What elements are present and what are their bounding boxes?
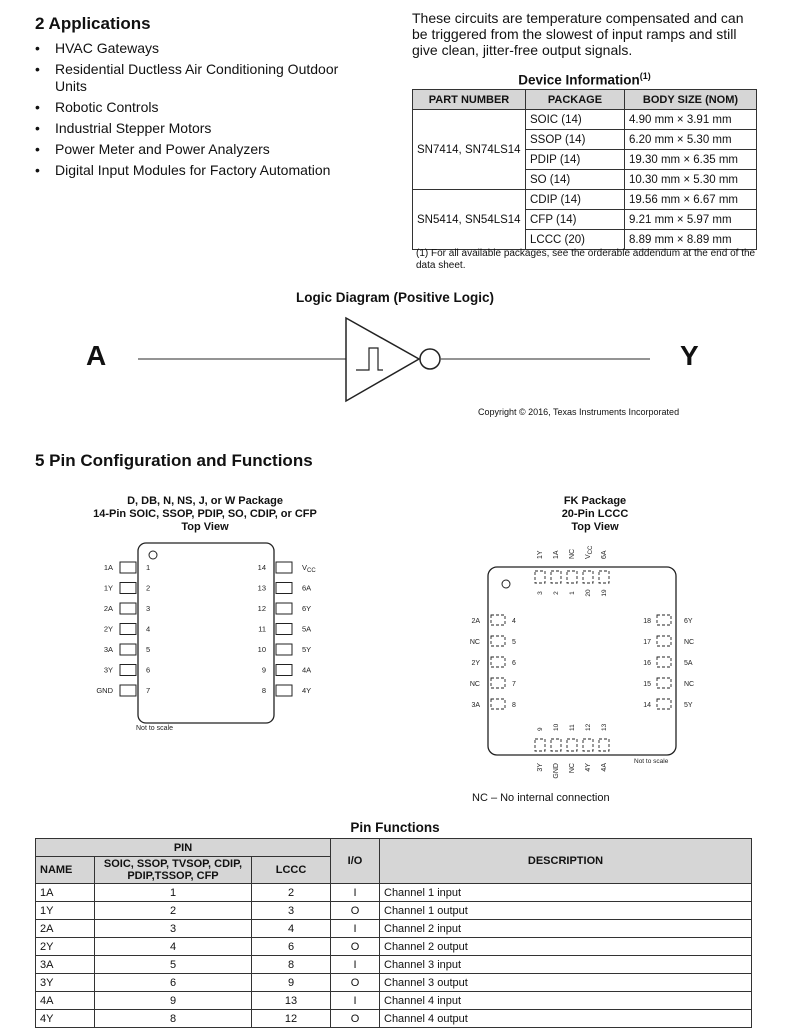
- pkg2-pin-number: 8: [512, 702, 516, 709]
- pin-lccc-cell: 12: [252, 1010, 331, 1028]
- body-size-cell: 19.30 mm × 6.35 mm: [625, 150, 757, 170]
- pin-name-cell: 4A: [36, 992, 95, 1010]
- pkg2-pin-number: 4: [512, 618, 516, 625]
- body-size-cell: 8.89 mm × 8.89 mm: [625, 230, 757, 250]
- package-cell: PDIP (14): [526, 150, 625, 170]
- pkg2-pin-number: 16: [643, 660, 651, 667]
- pin-lccc-cell: 3: [252, 902, 331, 920]
- pkg2-pin-name: 6A: [601, 550, 608, 559]
- pkg1-pin-number: 3: [146, 604, 151, 613]
- pin-group-header: PIN: [36, 839, 331, 857]
- pin-name-cell: 3A: [36, 956, 95, 974]
- pin-lccc-cell: 8: [252, 956, 331, 974]
- pkg2-pin-name: 2Y: [471, 660, 480, 667]
- pkg2-pin-number: 3: [537, 591, 544, 595]
- pin-soic-cell: 3: [95, 920, 252, 938]
- logic-copyright: Copyright © 2016, Texas Instruments Incorporated: [478, 407, 680, 417]
- pin-soic-cell: 9: [95, 992, 252, 1010]
- logic-diagram-title: Logic Diagram (Positive Logic): [295, 290, 495, 305]
- pkg2-pin-name: 4A: [601, 763, 608, 772]
- pkg1-pin-number: 6: [146, 665, 151, 675]
- pkg2-pin-number: 20: [585, 589, 592, 597]
- pkg2-pin-number: 14: [643, 702, 651, 709]
- pkg1-pin-number: 4: [146, 624, 151, 634]
- application-item: • Industrial Stepper Motors: [35, 120, 365, 137]
- pin-io-cell: I: [331, 920, 380, 938]
- pkg1-pin-name: 6Y: [302, 604, 312, 613]
- pkg1-pin: [276, 685, 292, 696]
- pkg1-pin-name: 4Y: [302, 686, 312, 695]
- device-info-row: [413, 110, 757, 130]
- pin-io-cell: O: [331, 974, 380, 992]
- pkg1-pin: [120, 685, 136, 696]
- pin-name-header: NAME: [36, 857, 95, 884]
- pin-function-row: [36, 992, 752, 1010]
- device-info-title-sup: (1): [639, 71, 651, 81]
- application-item: • Robotic Controls: [35, 99, 365, 116]
- pin-name-cell: 2A: [36, 920, 95, 938]
- pkg2-pinout-diagram: [440, 535, 730, 785]
- pkg2-pin-number: 17: [643, 639, 651, 646]
- device-info-title-text: Device Information: [518, 72, 640, 88]
- pin-function-row: [36, 956, 752, 974]
- body-size-cell: 19.56 mm × 6.67 mm: [625, 190, 757, 210]
- package-cell: CDIP (14): [526, 190, 625, 210]
- pin-description-cell: Channel 3 input: [380, 956, 752, 974]
- pkg2-pin-number: 15: [643, 681, 651, 688]
- pkg2-pin-name: VCC: [585, 545, 594, 559]
- pkg1-caption-line: Top View: [181, 521, 229, 533]
- schmitt-inverter-symbol: [0, 310, 790, 410]
- pkg1-pin: [276, 603, 292, 614]
- pkg1-pin: [120, 624, 136, 635]
- pin-function-row: [36, 938, 752, 956]
- pkg1-pin-name: 1A: [103, 563, 113, 572]
- applications-heading: 2 Applications: [35, 14, 151, 33]
- pkg2-pin-number: 1: [569, 591, 576, 595]
- pkg2-pin-name: 2A: [471, 618, 480, 625]
- pkg1-pin-number: 14: [257, 563, 266, 572]
- device-info-header: PACKAGE: [526, 90, 625, 110]
- device-info-footnote: (1) For all available packages, see the orderable addendum at the end of the data sheet.: [416, 248, 756, 271]
- pkg1-caption-line: 14-Pin SOIC, SSOP, PDIP, SO, CDIP, or CFP: [93, 508, 317, 520]
- pkg2-pin-name: 5A: [684, 660, 693, 667]
- pin-name-cell: 4Y: [36, 1010, 95, 1028]
- pkg1-pin-name: 6A: [302, 583, 312, 593]
- device-info-title: [412, 71, 757, 88]
- pkg2-not-to-scale-note: Not to scale: [634, 758, 669, 765]
- pkg2-pin-name: NC: [684, 639, 695, 646]
- application-item: • Residential Ductless Air Conditioning Outdoor Units: [35, 61, 365, 95]
- pin-function-row: [36, 902, 752, 920]
- pin-soic-cell: 6: [95, 974, 252, 992]
- pkg2-pin-number: 19: [601, 589, 608, 597]
- pkg1-pin: [276, 665, 292, 676]
- pkg2-pin-number: 5: [512, 639, 516, 646]
- package-cell: SOIC (14): [526, 110, 625, 130]
- pkg1-pin-name: 1Y: [103, 583, 113, 593]
- pkg1-pin-number: 8: [261, 686, 266, 695]
- pkg1-pin-number: 11: [258, 624, 266, 634]
- pin-description-cell: Channel 1 output: [380, 902, 752, 920]
- pin-description-cell: Channel 3 output: [380, 974, 752, 992]
- pin-config-heading: 5 Pin Configuration and Functions: [35, 451, 313, 470]
- part-number-cell: SN5414, SN54LS14: [413, 190, 526, 250]
- pkg2-pin-name: 1Y: [537, 550, 544, 559]
- pkg2-caption: [480, 495, 710, 534]
- pkg1-not-to-scale-note: Not to scale: [136, 725, 173, 732]
- pkg1-pinout-diagram: [80, 535, 360, 740]
- pkg1-pin-number: 2: [146, 583, 151, 593]
- pin-function-row: [36, 920, 752, 938]
- pkg2-pin-name: 3A: [471, 702, 480, 709]
- pin-functions-table: [35, 838, 752, 1028]
- pkg1-pin-name: 3Y: [103, 665, 113, 675]
- pin-lccc-cell: 13: [252, 992, 331, 1010]
- pkg1-pin: [120, 644, 136, 655]
- pkg1-caption-line: D, DB, N, NS, J, or W Package: [127, 495, 283, 507]
- pin-lccc-cell: 6: [252, 938, 331, 956]
- pkg2-pin-name: NC: [569, 548, 576, 559]
- pin-name-cell: 1Y: [36, 902, 95, 920]
- pkg1-pin-name: 2A: [103, 604, 113, 613]
- pin-function-row: [36, 1010, 752, 1028]
- pin-functions-title: Pin Functions: [350, 820, 440, 835]
- body-size-cell: 4.90 mm × 3.91 mm: [625, 110, 757, 130]
- pin-name-cell: 1A: [36, 884, 95, 902]
- pin-description-cell: Channel 2 output: [380, 938, 752, 956]
- package-cell: LCCC (20): [526, 230, 625, 250]
- package-cell: SO (14): [526, 170, 625, 190]
- device-info-row: [413, 190, 757, 210]
- pkg2-pin-name: GND: [553, 763, 560, 779]
- pkg2-caption-line: Top View: [571, 521, 619, 533]
- pkg1-pin-number: 13: [257, 583, 266, 593]
- pkg1-pin-number: 9: [261, 665, 266, 675]
- pin-io-header: I/O: [331, 839, 380, 884]
- pkg2-pin-number: 2: [553, 591, 560, 595]
- body-size-cell: 6.20 mm × 5.30 mm: [625, 130, 757, 150]
- pin-io-cell: I: [331, 992, 380, 1010]
- pin-lccc-cell: 9: [252, 974, 331, 992]
- pkg2-pin-name: 1A: [553, 550, 560, 559]
- pin-soic-cell: 2: [95, 902, 252, 920]
- pkg2-pin-name: 5Y: [684, 702, 693, 709]
- pkg2-pin-number: 7: [512, 681, 516, 688]
- pkg1-pin-name: 4A: [302, 665, 312, 675]
- device-info-header: PART NUMBER: [413, 90, 526, 110]
- pkg1-pin: [276, 562, 292, 573]
- pkg2-pin-name: NC: [569, 763, 576, 774]
- application-item: • Power Meter and Power Analyzers: [35, 141, 365, 158]
- pkg2-pin-number: 9: [537, 727, 544, 731]
- pkg2-pin-name: NC: [469, 681, 480, 688]
- pkg1-pin-number: 1: [146, 563, 151, 572]
- pkg2-pin1-marker: [502, 580, 510, 588]
- pkg2-pin-number: 13: [601, 723, 608, 731]
- pkg1-body: [138, 543, 274, 723]
- pin-soic-cell: 5: [95, 956, 252, 974]
- pin-function-row: [36, 974, 752, 992]
- pkg2-pin-name: 6Y: [684, 618, 693, 625]
- pkg1-pin-number: 7: [146, 686, 151, 695]
- pin-description-cell: Channel 4 output: [380, 1010, 752, 1028]
- pin-function-row: [36, 884, 752, 902]
- pkg1-pin: [120, 583, 136, 594]
- nc-note: NC – No internal connection: [472, 792, 610, 804]
- pkg2-pin-name: NC: [469, 639, 480, 646]
- pkg2-pin-number: 12: [585, 723, 592, 731]
- pkg2-pin-number: 18: [643, 618, 651, 625]
- application-item: • Digital Input Modules for Factory Automation: [35, 162, 365, 179]
- device-info-table: [412, 89, 757, 250]
- pin-name-cell: 2Y: [36, 938, 95, 956]
- pkg2-caption-line: FK Package: [563, 495, 627, 507]
- pin-io-cell: O: [331, 902, 380, 920]
- part-number-cell: SN7414, SN74LS14: [413, 110, 526, 190]
- body-size-cell: 10.30 mm × 5.30 mm: [625, 170, 757, 190]
- pkg1-pin-number: 5: [146, 645, 151, 654]
- pkg1-pin-name: $V_{CC}$: [302, 563, 316, 574]
- pin-soic-header: SOIC, SSOP, TVSOP, CDIP, PDIP,TSSOP, CFP: [95, 857, 252, 884]
- body-size-cell: 9.21 mm × 5.97 mm: [625, 210, 757, 230]
- pin-soic-cell: 8: [95, 1010, 252, 1028]
- package-cell: SSOP (14): [526, 130, 625, 150]
- device-info-header: BODY SIZE (NOM): [625, 90, 757, 110]
- pin-io-cell: O: [331, 938, 380, 956]
- pkg1-caption: [70, 495, 340, 534]
- pkg1-pin-name: GND: [96, 686, 113, 695]
- pkg1-pin-name: 5Y: [302, 645, 312, 654]
- pin-description-cell: Channel 1 input: [380, 884, 752, 902]
- pkg1-pin-number: 10: [257, 645, 266, 654]
- pkg1-pin-number: 12: [257, 604, 266, 613]
- pkg1-pin: [276, 583, 292, 594]
- pin-description-cell: Channel 4 input: [380, 992, 752, 1010]
- pin-name-cell: 3Y: [36, 974, 95, 992]
- pin-description-header: DESCRIPTION: [380, 839, 752, 884]
- package-cell: CFP (14): [526, 210, 625, 230]
- description-paragraph: These circuits are temperature compensated and can be triggered from the slowest of input ramps and still give clean, jitter-free output signals.: [412, 10, 744, 58]
- pkg1-pin-name: 3A: [103, 645, 113, 654]
- pkg1-pin: [120, 665, 136, 676]
- pkg2-pin-number: 10: [553, 723, 560, 731]
- pin-soic-cell: 4: [95, 938, 252, 956]
- pkg1-pin-name: 5A: [302, 624, 312, 634]
- pin-io-cell: O: [331, 1010, 380, 1028]
- pkg1-pin: [120, 603, 136, 614]
- pin-lccc-cell: 4: [252, 920, 331, 938]
- pkg2-pin-name: 4Y: [585, 763, 592, 772]
- pin-lccc-header: LCCC: [252, 857, 331, 884]
- pkg1-pin: [276, 624, 292, 635]
- pin-soic-cell: 1: [95, 884, 252, 902]
- application-item: • HVAC Gateways: [35, 40, 365, 57]
- logic-input-label: A: [86, 340, 107, 371]
- logic-output-label: Y: [680, 340, 699, 371]
- pkg2-pin-number: 6: [512, 660, 516, 667]
- pkg2-pin-number: 11: [569, 724, 576, 731]
- pkg1-pin1-marker: [149, 551, 157, 559]
- pkg1-pin: [276, 644, 292, 655]
- pin-io-cell: I: [331, 884, 380, 902]
- pkg2-caption-line: 20-Pin LCCC: [561, 508, 629, 520]
- pkg2-pin-name: NC: [684, 681, 695, 688]
- pin-lccc-cell: 2: [252, 884, 331, 902]
- pin-description-cell: Channel 2 input: [380, 920, 752, 938]
- pkg2-pin-name: 3Y: [537, 763, 544, 772]
- pkg1-pin-name: 2Y: [103, 624, 113, 634]
- pkg1-pin: [120, 562, 136, 573]
- pin-io-cell: I: [331, 956, 380, 974]
- applications-list: [35, 40, 365, 183]
